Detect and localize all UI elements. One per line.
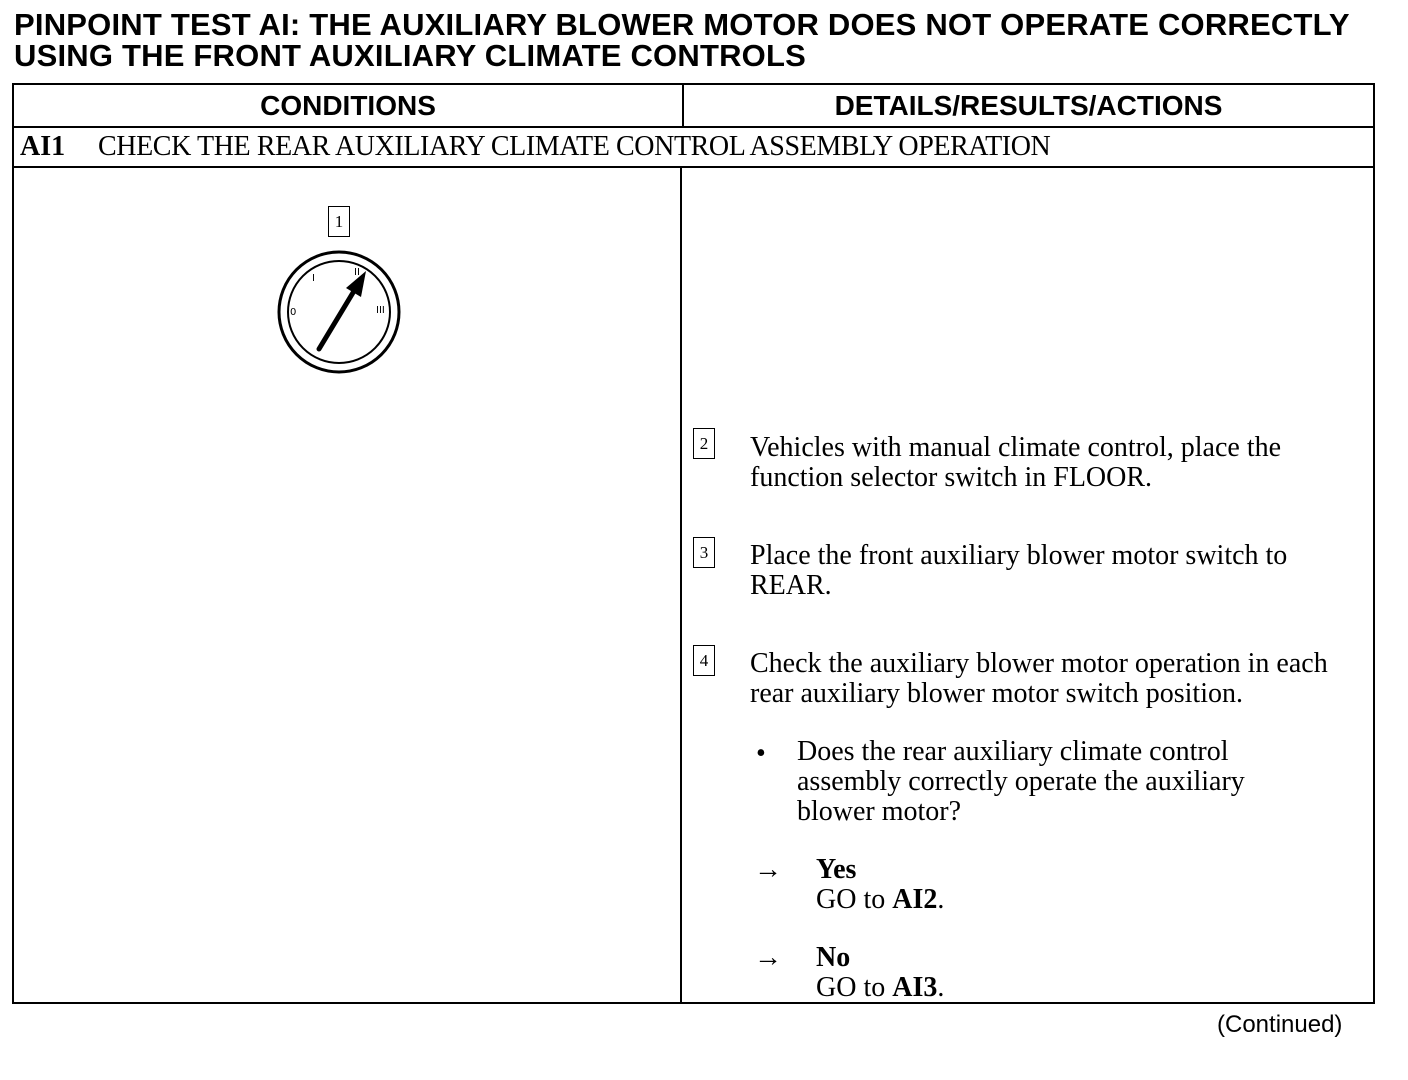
result-no-goto-target: AI3: [892, 972, 938, 1003]
callout-2: 2: [693, 428, 715, 459]
dial-mark-0: 0: [290, 307, 297, 318]
instruction-3: [750, 541, 1370, 601]
instruction-2-line-2: function selector switch in FLOOR.: [750, 462, 1153, 493]
title-line-1: PINPOINT TEST AI: THE AUXILIARY BLOWER MOTOR DOES NOT OPERATE CORRECTLY: [14, 7, 1350, 42]
callout-4: 4: [693, 645, 715, 676]
title-line-2: USING THE FRONT AUXILIARY CLIMATE CONTROLS: [14, 38, 806, 73]
dial-pointer-shaft: [319, 291, 354, 349]
question-line-3: blower motor?: [797, 796, 962, 827]
dial-mark-2: II: [354, 267, 360, 278]
callout-1: 1: [328, 206, 350, 237]
question-text: [797, 737, 1317, 827]
result-no-period: .: [937, 972, 945, 1003]
instruction-4: [750, 649, 1370, 709]
instruction-4-line-1: Check the auxiliary blower motor operation in each: [750, 648, 1328, 679]
result-yes: [816, 855, 1216, 915]
result-no-goto: [816, 973, 1216, 1003]
pinpoint-test-table: [12, 83, 1375, 1004]
question-bullet: •: [756, 738, 766, 769]
instruction-2: [750, 433, 1370, 493]
column-divider: [680, 168, 682, 1004]
step-row: [20, 128, 1050, 166]
question-line-2: assembly correctly operate the auxiliary: [797, 766, 1245, 797]
no-arrow-icon: →: [754, 942, 782, 973]
result-no-answer: No: [816, 942, 851, 973]
result-yes-period: .: [937, 884, 945, 915]
step-rule: [14, 166, 1373, 168]
instruction-4-line-2: rear auxiliary blower motor switch position.: [750, 678, 1243, 709]
step-code: AI1: [20, 131, 66, 162]
continued-label: (Continued): [1217, 1011, 1343, 1038]
question-line-1: Does the rear auxiliary climate control: [797, 736, 1229, 767]
result-no-goto-text: GO to: [816, 972, 893, 1003]
details-header: DETAILS/RESULTS/ACTIONS: [834, 89, 1223, 121]
page-title: [14, 9, 1350, 71]
instruction-2-line-1: Vehicles with manual climate control, place the: [750, 432, 1282, 463]
result-yes-goto: [816, 885, 1216, 915]
result-yes-goto-target: AI2: [892, 884, 938, 915]
dial-mark-3: III: [376, 305, 385, 316]
conditions-header: CONDITIONS: [260, 89, 436, 121]
instruction-3-line-1: Place the front auxiliary blower motor switch to: [750, 540, 1288, 571]
result-no: [816, 943, 1216, 1003]
result-yes-goto-text: GO to: [816, 884, 893, 915]
instruction-3-line-2: REAR.: [750, 570, 832, 601]
yes-arrow-icon: →: [754, 854, 782, 885]
callout-3: 3: [693, 537, 715, 568]
dial-mark-1: I: [312, 273, 315, 284]
result-yes-answer: Yes: [816, 854, 857, 885]
step-title: CHECK THE REAR AUXILIARY CLIMATE CONTROL ASSEMBLY OPERATION: [98, 131, 1051, 162]
ignition-switch-dial-icon: [276, 249, 402, 375]
